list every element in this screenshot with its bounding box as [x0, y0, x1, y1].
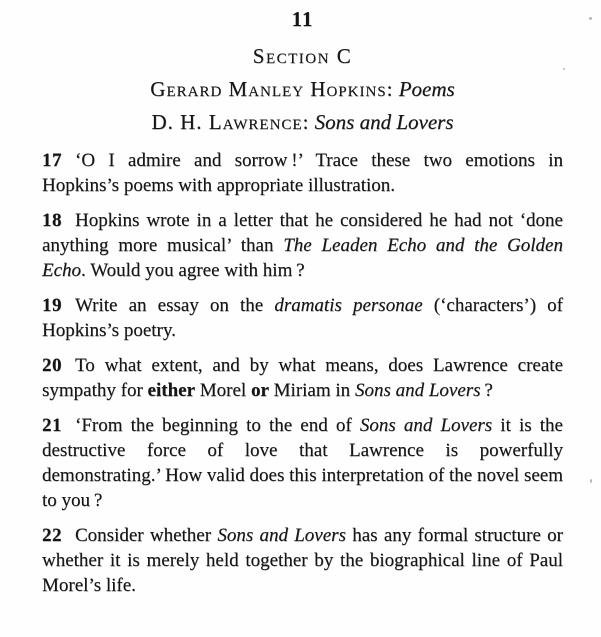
- course-heading-lawrence: [42, 110, 563, 134]
- question-text-segment: Miriam in: [268, 380, 355, 401]
- question-text-segment: Morel: [195, 380, 251, 401]
- course-author: D. H. Lawrence:: [151, 110, 310, 134]
- question-item: [42, 353, 563, 403]
- course-heading-hopkins: [42, 77, 563, 101]
- question-number: 20: [42, 355, 62, 376]
- question-text-segment: Sons and Lovers: [217, 525, 346, 546]
- course-work-title: Sons and Lovers: [314, 110, 454, 134]
- question-text-segment: dramatis personae: [274, 295, 423, 316]
- course-work-title: Poems: [398, 77, 455, 101]
- question-text-segment: or: [250, 380, 269, 401]
- question-text-segment: To what extent, and by what means, does Lawrence create sympathy for: [42, 355, 563, 401]
- question-text-segment: (‘characters’) of Hopkins’s poetry.: [42, 295, 563, 341]
- question-number: 17: [42, 150, 62, 171]
- question-number: 19: [42, 295, 62, 316]
- question-number: 18: [42, 210, 62, 231]
- question-text-segment: Hopkins wrote in a letter that he considered he had not ‘done anything more musical’ than: [42, 210, 563, 256]
- scan-speck: [589, 17, 592, 20]
- question-number: 21: [42, 415, 62, 436]
- question-text-segment: Sons and Lovers: [354, 380, 481, 401]
- question-text-segment: has any formal structure or whether it is merely held together by the biographical line of Paul Morel’s life.: [42, 525, 563, 596]
- question-text-segment: ‘From the beginning to the end of: [75, 415, 360, 436]
- question-item: [42, 523, 563, 598]
- course-author: Gerard Manley Hopkins:: [150, 77, 394, 101]
- scan-speck: [563, 68, 565, 70]
- question-text-segment: ?: [480, 380, 493, 401]
- question-text-segment: Sons and Lovers: [359, 415, 493, 436]
- question-item: [42, 208, 563, 283]
- question-item: [42, 293, 563, 343]
- question-text-segment: either: [147, 380, 196, 401]
- scan-speck: [590, 479, 592, 483]
- question-text-segment: ‘O I admire and sorrow !’ Trace these two emotions in Hopkins’s poems with appropriate illustration.: [42, 150, 563, 196]
- question-text-segment: . Would you agree with him ?: [81, 260, 305, 281]
- question-text-segment: it is the destructive force of love that Lawrence is powerfully demonstrating.’ How valid does this interpretation of the novel seem to you ?: [42, 415, 563, 511]
- question-number: 22: [42, 525, 62, 546]
- question-item: [42, 148, 563, 198]
- section-heading: Section C: [252, 44, 353, 68]
- question-text-segment: The Leaden Echo and the Golden Echo: [42, 235, 563, 281]
- page-number: 11: [291, 7, 314, 31]
- question-list: [42, 148, 563, 598]
- question-text-segment: Consider whether: [75, 525, 218, 546]
- question-text-segment: Write an essay on the: [75, 295, 275, 316]
- question-item: [42, 413, 563, 513]
